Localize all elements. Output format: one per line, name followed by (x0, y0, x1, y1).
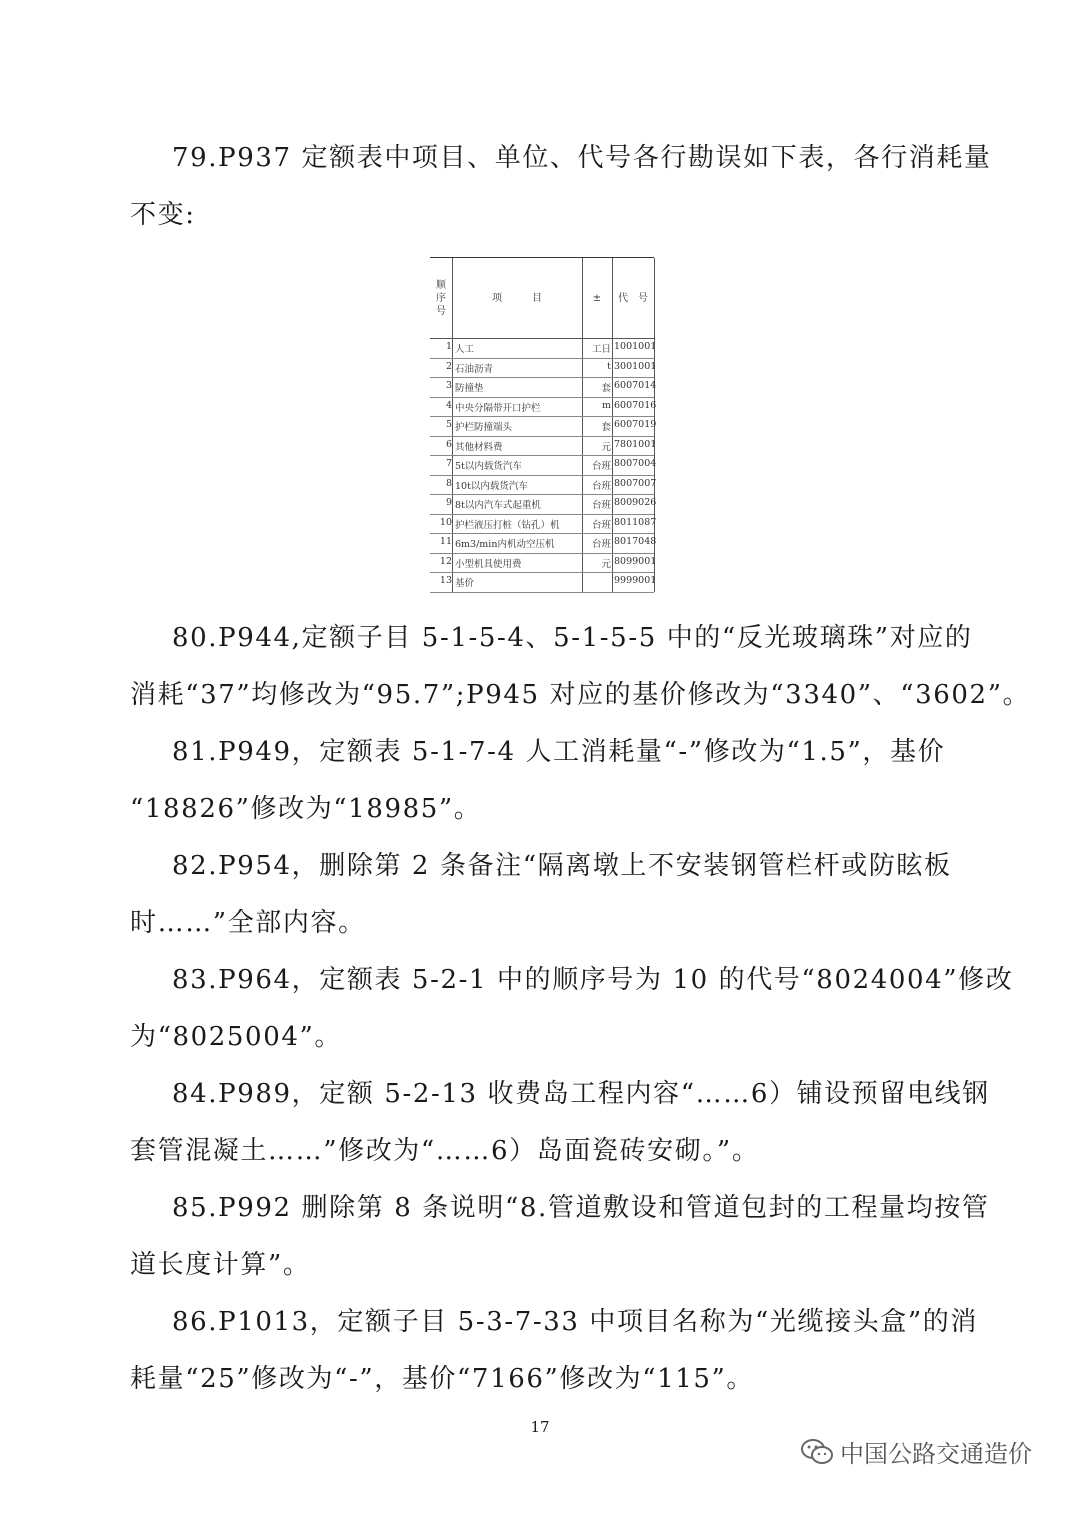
cell-unit: 台班 (591, 461, 611, 472)
paragraph-line: 道长度计算”。 (130, 1250, 311, 1280)
cell-unit: 套 (601, 383, 611, 394)
cell-no: 12 (439, 555, 452, 567)
cell-no: 11 (439, 536, 452, 547)
paragraph-line: 83.P964，定额表 5-2-1 中的顺序号为 10 的代号“8024004”修改 (172, 965, 1014, 995)
cell-item: 护栏液压打桩（钻孔）机 (455, 519, 560, 531)
cell-item: 5t以内载货汽车 (455, 461, 522, 472)
table-row (430, 397, 657, 418)
cell-no: 4 (445, 399, 452, 411)
table-row (430, 572, 657, 593)
table-row (430, 377, 657, 398)
cell-unit: 台班 (591, 539, 611, 550)
cell-code: 6007014 (614, 380, 657, 391)
paragraph-line: 79.P937 定额表中项目、单位、代号各行勘误如下表，各行消耗量 (172, 143, 992, 173)
cell-code: 6007016 (614, 399, 657, 411)
paragraph-line: 为“8025004”。 (130, 1022, 342, 1052)
cell-no: 6 (445, 438, 452, 450)
cell-code: 9999001 (614, 575, 657, 586)
cell-item: 6m3/min内机动空压机 (455, 539, 555, 550)
paragraph-line: 81.P949，定额表 5-1-7-4 人工消耗量“-”修改为“1.5”，基价 (172, 737, 946, 767)
cell-code: 1001001 (614, 341, 657, 352)
cell-item: 人工 (455, 344, 475, 355)
cell-code: 7801001 (614, 438, 657, 450)
paragraph-85 (130, 1180, 990, 1294)
cell-unit: 工日 (591, 344, 611, 355)
paragraph-86 (130, 1294, 978, 1408)
cell-item: 小型机具使用费 (455, 558, 522, 570)
cell-unit: 元 (601, 441, 611, 453)
cell-unit: 台班 (591, 519, 611, 531)
paragraph-79 (130, 130, 992, 244)
paragraph-84 (130, 1066, 990, 1180)
cell-no: 10 (439, 516, 452, 528)
paragraph-83 (130, 952, 1014, 1066)
table-row (430, 514, 657, 535)
page-number: 17 (530, 1418, 550, 1436)
cell-code: 6007019 (614, 419, 657, 430)
cell-item: 石油沥青 (455, 363, 494, 375)
header-no: 顺 序 号 (436, 279, 446, 317)
table-row (430, 553, 657, 574)
cell-unit: t (607, 360, 611, 372)
table-row (430, 494, 657, 515)
cell-item: 护栏防撞端头 (455, 422, 513, 433)
cell-item: 防撞垫 (455, 383, 484, 394)
table-row (430, 533, 657, 554)
table-row (430, 416, 657, 437)
table-header (430, 258, 654, 339)
table-row (430, 436, 657, 457)
cell-unit: m (601, 399, 611, 411)
paragraph-line: 不变: (130, 200, 196, 230)
paragraph-line: 82.P954，删除第 2 条备注“隔离墩上不安装钢管栏杆或防眩板 (172, 851, 952, 881)
paragraph-line: 84.P989，定额 5-2-13 收费岛工程内容“……6）铺设预留电线钢 (172, 1079, 990, 1109)
table-row (430, 358, 657, 379)
header-code: 代 号 (618, 292, 648, 304)
cell-no: 2 (445, 360, 452, 372)
cell-code: 8011087 (614, 516, 657, 528)
cell-unit: 元 (601, 558, 611, 570)
table-row (430, 475, 657, 496)
table-row (430, 455, 657, 476)
cell-no: 9 (445, 497, 452, 508)
cell-no: 3 (445, 380, 452, 391)
cell-code: 3001001 (614, 360, 657, 372)
cell-code: 8017048 (614, 536, 657, 547)
cell-code: 8007007 (614, 477, 657, 489)
watermark (800, 1434, 1032, 1469)
wechat-icon (800, 1437, 834, 1467)
paragraph-line: 套管混凝土……”修改为“……6）岛面瓷砖安砌。”。 (130, 1136, 760, 1166)
cell-no: 7 (445, 458, 452, 469)
paragraph-80 (130, 610, 1031, 724)
cell-code: 8009026 (614, 497, 657, 508)
cell-no: 5 (445, 419, 452, 430)
paragraph-line: “18826”修改为“18985”。 (130, 794, 482, 824)
cell-code: 8007004 (614, 458, 657, 469)
cell-item: 8t以内汽车式起重机 (455, 500, 541, 511)
table-row (430, 338, 657, 359)
cell-unit: 台班 (591, 480, 611, 492)
paragraph-line: 时……”全部内容。 (130, 908, 366, 938)
paragraph-line: 消耗“37”均修改为“95.7”;P945 对应的基价修改为“3340”、“3602”。 (130, 680, 1031, 710)
paragraph-line: 86.P1013，定额子目 5-3-7-33 中项目名称为“光缆接头盒”的消 (172, 1307, 978, 1337)
cell-no: 1 (445, 341, 452, 352)
cell-item: 中央分隔带开口护栏 (455, 402, 541, 414)
cell-unit: 台班 (591, 500, 611, 511)
paragraph-line: 耗量“25”修改为“-”，基价“7166”修改为“115”。 (130, 1364, 754, 1394)
header-unit: ± (592, 292, 602, 304)
paragraph-line: 80.P944,定额子目 5-1-5-4、5-1-5-5 中的“反光玻璃珠”对应的 (172, 623, 973, 653)
cell-item: 10t以内载货汽车 (455, 480, 528, 492)
paragraph-81 (130, 724, 952, 838)
header-item: 项 目 (492, 292, 542, 304)
cell-no: 13 (439, 575, 452, 586)
cell-item: 基价 (455, 578, 475, 589)
paragraph-82 (130, 838, 952, 952)
watermark-text: 中国公路交通造价 (840, 1440, 1032, 1468)
cell-code: 8099001 (614, 555, 657, 567)
paragraph-line: 85.P992 删除第 8 条说明“8.管道敷设和管道包封的工程量均按管 (172, 1193, 990, 1223)
amendment-table (430, 257, 657, 592)
cell-item: 其他材料费 (455, 441, 503, 453)
cell-no: 8 (445, 477, 452, 489)
cell-unit: 套 (601, 422, 611, 433)
